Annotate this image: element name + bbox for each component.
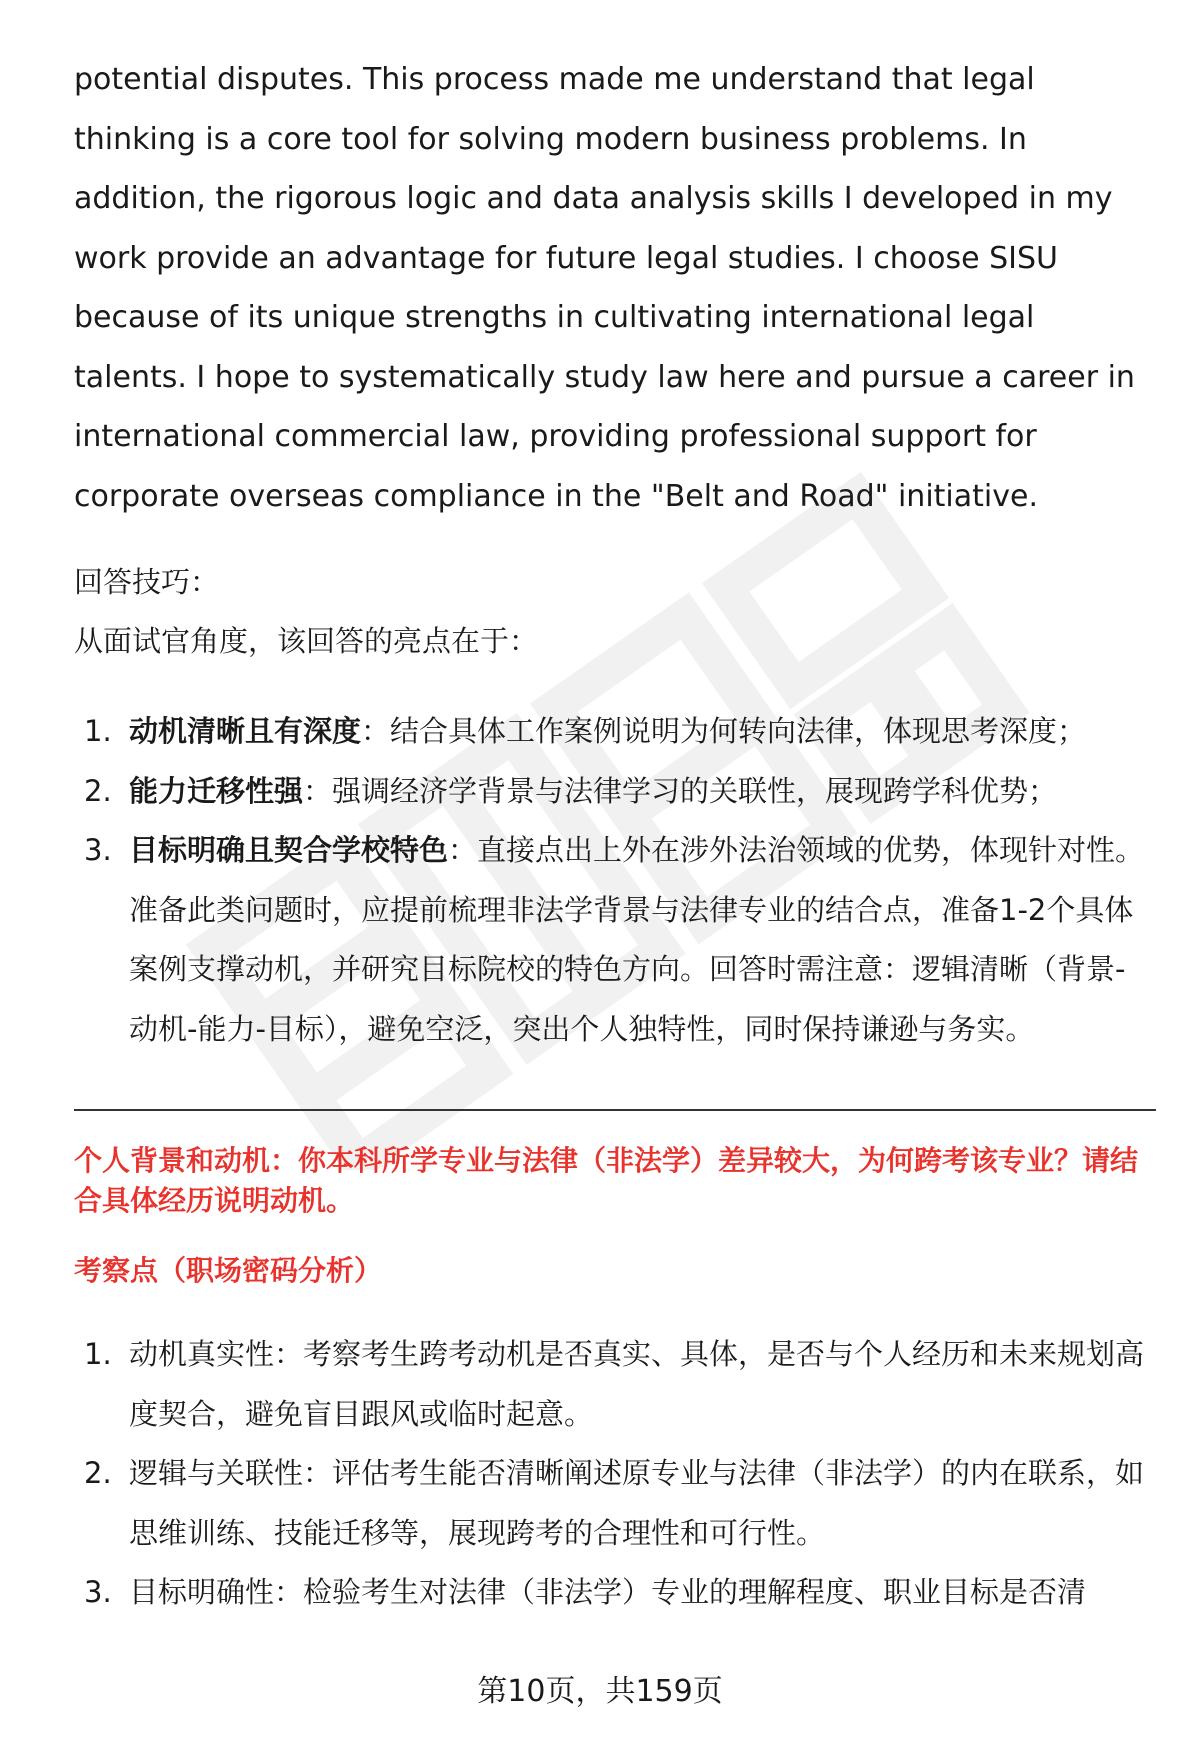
exam-point-item-2	[74, 1444, 1154, 1563]
highlight-text: ：结合具体工作案例说明为何转向法律，体现思考深度；	[361, 714, 1087, 748]
list-number: 1.	[84, 714, 112, 748]
list-number: 1.	[84, 1337, 112, 1371]
highlight-title: 能力迁移性强	[129, 773, 304, 808]
exam-point-item-3	[74, 1563, 1154, 1623]
exam-points-list	[74, 1325, 1154, 1623]
highlight-title: 目标明确且契合学校特色	[129, 833, 449, 867]
highlight-item-2	[74, 762, 1154, 822]
highlight-text: ：直接点出上外在涉外法治领域的优势，体现针对性。	[448, 833, 1145, 867]
exam-point-item-1	[74, 1325, 1154, 1444]
page-footer: 第10页，共159页	[477, 1674, 723, 1709]
highlight-item-1	[74, 702, 1154, 762]
highlight-text: ：强调经济学背景与法律学习的关联性，展现跨学科优势；	[303, 773, 1058, 808]
list-number: 3.	[84, 833, 112, 867]
question-heading: 个人背景和动机：你本科所学专业与法律（非法学）差异较大，为何跨考该专业？请结合具体经历说明动机。	[74, 1144, 1139, 1217]
highlight-item-3	[74, 821, 1154, 1059]
exam-point-text: 逻辑与关联性：评估考生能否清晰阐述原专业与法律（非法学）的内在联系，如思维训练、技能迁移等，展现跨考的合理性和可行性。	[129, 1456, 1145, 1550]
document-page	[74, 50, 1154, 1623]
advice-text: 准备此类问题时，应提前梳理非法学背景与法律专业的结合点，准备1-2个具体案例支撑动机，并研究目标院校的特色方向。回答时需注意：逻辑清晰（背景-动机-能力-目标），避免空泛，突出个人独特性，同时保持谦逊与务实。	[129, 892, 1134, 1046]
exam-point-text: 动机真实性：考察考生跨考动机是否真实、具体，是否与个人经历和未来规划高度契合，避免盲目跟风或临时起意。	[129, 1337, 1145, 1431]
tips-subheading: 从面试官角度，该回答的亮点在于：	[74, 624, 539, 658]
exam-point-text: 目标明确性：检验考生对法律（非法学）专业的理解程度、职业目标是否清	[129, 1575, 1087, 1609]
highlight-title: 动机清晰且有深度	[129, 714, 362, 748]
list-number: 3.	[84, 1575, 112, 1609]
highlights-list	[74, 702, 1154, 1059]
list-number: 2.	[84, 773, 112, 808]
tips-heading: 回答技巧：	[74, 565, 220, 599]
exam-points-heading: 考察点（职场密码分析）	[74, 1254, 383, 1287]
section-divider	[74, 1109, 1156, 1111]
list-number: 2.	[84, 1456, 112, 1490]
intro-paragraph: potential disputes. This process made me understand that legal thinking is a core tool for solving modern business problems. In addition, the rigorous logic and data analysis skills I developed in my work provide an advantage for future legal studies. I choose SISU because of its unique strengths in cultivating international legal talents. I hope to systematically study law here and pursue a career in international commercial law, providing professional support for corporate overseas compliance in the "Belt and Road" initiative.	[74, 62, 1135, 514]
